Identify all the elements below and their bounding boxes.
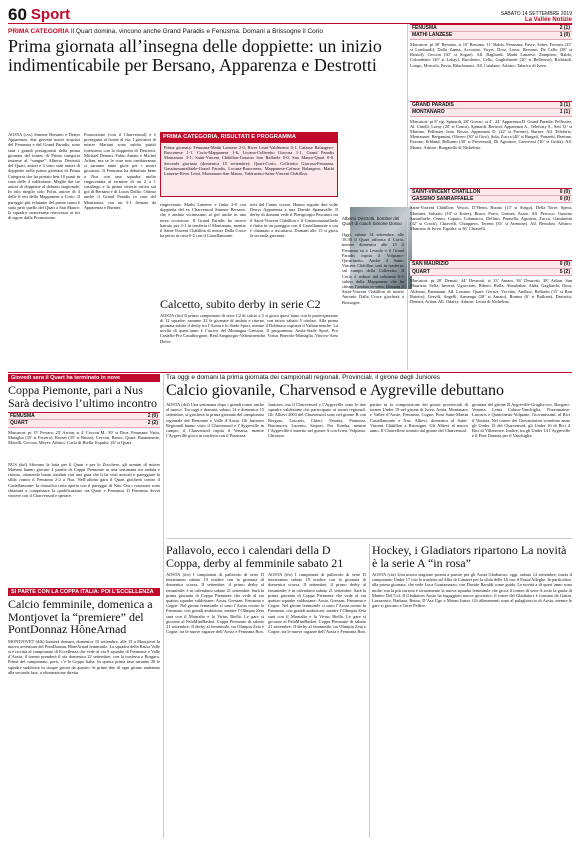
top-story-col-3: ringiovanito Mathi Lanzese e finita 2-0 con doppietta del ex Charvensod Simone Bersano, che è andato vicinissimo al gol anche in una terza occasione. Il Grand Paradis ha invece battuto per 3-1 in trasferta il Montanaro, mentre il Saint-Vincent Châtillon di mister Dalla Croce ha perso in casa 0-2 con il Castellamonte. [160, 202, 246, 239]
top-story-kicker [8, 28, 408, 36]
results-column [410, 24, 572, 370]
calcio-giovanile-article [166, 374, 572, 526]
result-block [410, 24, 572, 98]
calcetto-article [160, 298, 338, 370]
calcio-femminile-headline: Calcio femminile, domenica a Montjovet la “premiere” del PontDonnaz HôneArnad [8, 597, 153, 636]
result-block [410, 260, 572, 330]
column-divider [407, 24, 408, 370]
column-divider [163, 374, 164, 838]
page-number: 60 [8, 5, 27, 24]
calcio-giovanile-col-2: Juniores, ma il Charvensod e l’Aygreville sono le due squadre valdostane che partecipano ai tornei regionali. Gli Allievi 2003 del Charvensod sono nel girone B con Borgaro, Lascaris, Chieri, Venaria, Pianezza, Barcanova, Lucento, Sisport, Pro Eureka, mentre l’Aygreville è inserito nel girone A con Ivrea, Volpiano, Chivasso. [268, 402, 366, 439]
calcio-femminile-text: MONTJOVET (dfk) Inizierà domani, domenica 15 settembre, alle 15 a Montjovet la nuova avventura del PontDonnaz HôneArnad femminile. La squadra della Bassa Valle si è iscritta al campionato di Eccellenza che vede al via 8 squadre di Piemonte e Valle d’Aosta: il torneo prenderà il via domenica 22 settembre, con la trasferta a Borgaro. Prima del campionato, però, c’è la Coppa Italia. In questa prima fase saranno 20 le squadre suddivise in cinque gironi da quattro: le prime due di ogni girone andranno alla seconda fase, a eliminazione diretta. [8, 638, 160, 675]
calcio-femminile-article [8, 588, 160, 838]
issue-date: SABATO 14 SETTEMBRE 2019 [500, 11, 572, 17]
result-details: Saint-Vincent Châtillon: Vescio, D’Herin, Ruotto (15’ st Sirigu), Della Torre, Spera, Martinet, Salsotto (10’ st Knies), Bruce, Porro, Grimez, Asaro. All. Percoco. Gassino Sanraffaele: Cenno, Caputo, Colamarco, Delfino, Pennella, Agostini, Zucco, Gamberini (32’ st Crock), Chiavelli, Chiappero, Terreni (35’ st Avenone). All. Bertolini. Arbitro: Mancuso di Ivrea. Espulsi: st 36’ Chiavelli. [410, 205, 572, 232]
coppa-piemonte-lineups: Marcatori: pt 15’ Ferraro, 25’ Arrian, st 4’ Ceccon M., 39’ st Droz. Fenusma: Vaira, Maiaglia (35’ st Ferrero), Rosset (35’ st Russo), Ceccon, Bertoi. Quart: Baumanette, Morelli, Ceccon, Meyer. Arbitro: Carlo di Biella. Espulsi: 26’ st Quart. [8, 429, 160, 446]
top-story-kicker-text: Il Quart domina, vincono anche Grand Paradis e Fenusma. Domani a Brissogne il Corio [70, 28, 324, 35]
hockey-headline: Hockey, i Gladiators ripartono La novità è la serie A “in rosa” [372, 544, 567, 570]
result-details: Marcatori: pt 30’ Bersano, st 10’ Bersano, 11’ Baldo. Fenusma: Favre, Sohet, Ferraris (35’ st Lombardi), Dallo Zanna, Accorino, Vuyet, Droz, Lerus, Bersano, De Cello (38’ st Bristol), Ceccon (30’ st Sogue). All. Bagliardi. Mathi Lanzese: Zampiero, Baldo, Colombatto (30’ st Lekay), Rucchetto, Cello, Guglielmetti (20’ st Bellerose), Richiardi, Longo, Morcolo, Pavia, Bilachiaruci. All. Catalano. Arbitro: Talarico di Ivrea. [410, 41, 572, 68]
calcio-giovanile-col-1: AOSTA (dsf) Una settimana dopo i grandi tornei anche al nuovo. Tra oggi e domani, sabato 14 e domenica 15 settembre, si giocherà la prima giornata del campionato regionale del Piemonte e Valle d’Aosta. Gli Juniores Regionali hanno visto il Charvensod e l’Aygreville in campo: il Charvensod ospita il Venaria, mentre l’Aygreville gioca in trasferta con il Pianezza. [166, 402, 264, 439]
section-title: Sport [30, 6, 71, 23]
masthead-info [501, 11, 572, 23]
hockey-article [372, 544, 572, 838]
pallavolo-headline: Pallavolo, ecco i calendari della D Coppa, derby al femminile sabato 21 [166, 544, 344, 570]
program-box [160, 132, 338, 198]
top-story-headline: Prima giornata all’insegna delle doppiette: un inizio indimenticabile per Bersano, Apparenza e Destrotti [8, 36, 382, 75]
top-story-col-1: AOSTA (cvs) Simone Bersano e Denys Apparenza, due giovani nuovi acquisti del Fenusma e del Grand Paradis, sono stati i grandi protagonisti della prima giornata del torneo di Prima categoria insieme al “sangue” Alberto Destrotti del Quart, autori e 3 sono stati autori di doppiette nella prima giornata di Prima Categoria che ha portato ben 10 punti in casa delle 4 valdostane. Meglio dei tre autori di doppiette al debutto stagionale. In otto meglio solo Polin, autore di 4 delle 6 reti della Mappanese a Corio. Il pareggio più eclatante del primo turno è stato però quello del Quart a San Mauro: la squadra canavesana retrocessa ai tiri di rigore dalla Promozione. [8, 132, 80, 221]
top-story-col-4: tieri dal l’anno scorso. Hanno seguito due volte Denys Apparenza e una Davide Spanavalle. Il derby di domani vede il Pierigiorgio Pescatori tra il Saint-Vincent Châtillon e il Gassinosanraffaele è finita in un pareggio con il Castellamonte e ora è chiamato a riscattarsi. Domani alle 15 si gioca la seconda giornata. [250, 202, 338, 239]
calcio-femminile-kicker: SI PARTE CON LA COPPA ITALIA: POI L’ECCELLENZA [8, 588, 160, 596]
calcio-giovanile-col-3: partire in la composizione dei gironi provinciali di torneo Under 19 nel girone di Ivrea, Aosta, Montanaro e Vallée d’Aoste, Fenusma, Cogne, Pont Saint-Martin Castellamonte e Nus. Allievi, domenica al Saint-Vincent Châtillon a Brissogne. Gli Allievi al nuovo anno. Il Chiavellese tornato dal girone del Charvensod. [370, 402, 468, 434]
score-row: GASSINO SANRAFFAELE 0 (0) [412, 196, 570, 203]
coppa-piemonte-kicker: Giovedì sera il Quart ha terminato in nove [8, 374, 160, 382]
score-row: SAN MAURIZIO 0 (0) [412, 261, 570, 268]
pallavolo-text-continued: AOSTA (ifo) I campionati di pallavolo di serie D inizieranno sabato 19 ottobre con la giornata di domenica scorsa. Il settembre, il primo derby al femminile: è in calendario sabato 21 settembre. Sarà la prima giornata di Coppa Piemonte che vede al via quattro squadre valdostane: Aosta, Gressan, Fenusma e Cogne. Nel girone femminile ci sono l’Aosta contro la Fenusma, con grandi ambizioni, mentre l’Olimpia Zeta sarà con il Montalto e la Virtus Biella. Le gare si giocano al PalaMiniBasket. Coppa Piemonte di sabato 21 settembre: Il derby al femminile, tra Olimpia Zeta e Cogne, tra le nuove ragazze dell’Aosta e Fenusma Bon. [268, 572, 366, 635]
calcio-giovanile-headline: Calcio giovanile, Charvensod e Aygreville debuttano [166, 382, 504, 399]
column-divider [369, 544, 370, 838]
score-row: QUART 2 (2) [10, 420, 158, 427]
calcetto-text: AOSTA (ifo) Il primo campionato di serie C2 di calcio a 5 si gioca quest’anno con la partecipazione di 12 squadre: saranno 22 le giornate di andata e ritorno, con inizio sabato 5 ottobre. Alla prima giornata subito il derby tra l’Aosta e lo Stade Sport, mentre il Dobbiaco ospiterà il Valtournenche. La novità di quest’anno è l’arrivo del Montagna Gresson. Il programma: Aosta-Stade Sport, Pro Castello-Pro Casalborgone, Real Sangiorgio-Valtournenche, Virtus Pinerolo-Marsiglia, Vinovo-Area Dolce. [160, 312, 338, 344]
score-row: MATHI LANZESE 1 (0) [412, 32, 570, 39]
top-story-col-5: Oggi, sabato 14 settembre, alle 18.30 il Quart affronta il Corio, mentre domenica alle 15 il Fenusma va a Lessolo e il Grand Paradis ospita il Volpiano-Quincinetto. Anche il Saint-Vincent Châtillon sarà in trasferta, sul campo della Colleretto. Il Corio è reduce dal roboante 6-1 subito dalla Mappanese che ha chiuso l’andata in vetta. Domani il Saint-Vincent Châtillon di mister Antonio Dalla Croce giocherà a Brissogne. [342, 232, 404, 305]
program-box-text: Prima giornata: Fenusma-Mathi Lanzese 2-0, River Leini-Valdruento 0-1, Cafasse Balangero-Busconese 1-1, Corio-Mappanese 1-6, Locana-Colleretto Giacosa 1-1, Grand Paradis Montanaro 3-1, Saint-Vincent Châtillon-Gassino San Raffaele 0-0, San Mauro-Quart 0-0. Seconda giornata (domenica 15 settembre): Quart-Corio, Colleretto Giacosa-Fenusma, Gassinosanraffaele-Grand Paradis, Locana-Busconese, Mappanese-Cafasse Balangero, Mathi Lanzese-River Leini, Montanaro-San Mauro, Valdruento-Saint-Vincent Châtillon. [160, 142, 338, 197]
coppa-piemonte-scoreboard [8, 412, 160, 428]
masthead [8, 6, 572, 24]
photo-caption: Alberto Destrotti, bomber del Quart di coach Simone Dosso [342, 216, 402, 227]
result-details: Marcatori: pt 20’ Demaii, 44’ Destrotti, st 33’ Amato, 36’ Destrotti, 38’ Arlian. San Maurizio: Sella, Inverni, Uguccioni, Ribero, Rolla, Aboubakar, Abbà, Gagliardo, Dora, Alifrano, Paramann. All. Lorusso. Quart: Gerace, Vecchio, Audisio, Bellardo (15’ st Bon Baiotto), Gervili, Angelli, Armengo (28’ st Amato), Romeo (6’ st Bullone), Destrotti, Demaii, Arlian. All. Odaixy. Arbitro: Leoni di Nichelino. [410, 278, 572, 305]
pallavolo-text: AOSTA (ifo) I campionati di pallavolo di serie D inizieranno sabato 19 ottobre con la giornata di domenica scorsa. Il settembre, il primo derby al femminile: è in calendario sabato 21 settembre. Sarà la prima giornata di Coppa Piemonte che vede al via quattro squadre valdostane: Aosta, Gressan, Fenusma e Cogne. Nel girone femminile ci sono l’Aosta contro la Fenusma, con grandi ambizioni, mentre l’Olimpia Zeta sarà con il Montalto e la Virtus Biella. Le gare si giocano al PalaMiniBasket. Coppa Piemonte di sabato 21 settembre: Il derby al femminile, tra Olimpia Zeta e Cogne, tra le nuove ragazze dell’Aosta e Fenusma Bon. [166, 572, 264, 635]
score-row: FENUSMA 2 (0) [10, 413, 158, 419]
coppa-piemonte-text: NUS (dsf) Sfiorano la lotta per il Quart e per lo Zucchero, gli uomini di mister Mariani hanno giocato 4 partite di Coppa Piemonte in una settimana tra andata e ritorno, ottenendo buoni risultati con una gara che li ha visti arrivati e pareggiare la sfida contro il Fenusma 2-2 a Nus. Nell’ultima gara il Quart giocherà contro il Castellamonte: la classifica resta aperta con il pareggio di Nus. Ora i rossoneri sono chiamati a conquistare la qualificazione tra Quart e Fenusma. Il Fenusma dovrà vincere con il Charvensod e sperare. [8, 461, 160, 499]
hockey-text: AOSTA (cfa) Una nuova stagione pronta a partire per gli Aosta Gladiators: oggi, sabato 14 settembre, inizia il campionato Under 17 con la trasferta ad Alba di Canazei per la sfida delle 16 con il Fassa/Alleghe. In particolare, alla prima giornata, che vede Luca Goniamazzo, con Davide Baraldi come guida. Le novità a di quest’anno sono molte, ma la più curiosa è sicuramente la nuova squadra femminile che gioca il torneo di serie A sotto la guida di Matteo Del Col. Il Gladiators Aosta ha ingaggiato nuove giocatrici: il roster del Gladiators è formato da Gattin, Lazzarotto, Barbara, Reino, D’Ara Ugo e Moran Juster. Gli allenamenti sono al palaghiaccio di Aosta, mentre le gare si giocano a Torre Pellice. [372, 572, 572, 609]
paper-name: La Vallée Notizie [524, 17, 572, 23]
calcio-giovanile-col-4: giornata del girone B Aygreville-Gruglia-sco, Borgaro-Venaria, Lenta Caluso-Vanchiglia, Pozzomaina-Lascaris e Quincinetto-Volpiano. Giovanissimi, al Bici il Venaria. Nel torneo dei Giovanissimi scendono anno gli Under 15 del Charvensod, gli Under 16 di Bici il Bici di Villeneuve. Inoltre, tra gli Under 14 l’Aygreville e il Pont Donnaz per il Vanchiglia. [472, 402, 570, 439]
top-story-kicker-label: PRIMA CATEGORIA [8, 28, 70, 35]
score-row: GRAND PARADIS 3 (1) [412, 101, 570, 108]
section-divider [8, 372, 572, 373]
calcetto-headline: Calcetto, subito derby in serie C2 [160, 298, 321, 311]
result-block [410, 101, 572, 185]
top-story-col-2: Promozione (con il Charvensod) e è proseguita al fronte al via. I giocatori di mister Mariani sono subito partiti fortissimo con la doppietta di Destrotti, Michael Demaii, Fabio Amato e Michel Arlian, ma se le cose non cambieranno ci saranno tante gioie per i nostri giocatori. Il Fenusma ha debuttato bene a Nus con una squadra molto ringiovanita al termine di un 2 a 1 casalingo e la prima vittoria arriva sui gol di Bersano e di Lucas Dallio. Ottimo anche il Grand Paradis in casa del Montanaro, con un 3-1 firmato da Apparenza e Burnier. [84, 132, 156, 210]
section-divider [166, 538, 572, 539]
result-details: Marcatori: pt 8’ rig. Spinardi, 28’ Grosso, st 4’, 24’ Apparenza D. Grand Paradis: Pellissier, Al. Cinelli, Lorny (20’ st Conca), Spinardi, Bertrod, Apparenza A., Teleforty S., Seit 31’ st Martino, Pellissier Jean, Rosso, Apparenza D. (22’ st Pavone), Burner. All. Teleforty. Montanaro: Bergamini, Olivero (30’ st Giro), Sola, Zucca (40’ st Burgai), Ponzetti, Bertone, Ezzone, Erbland, Bellurno (30’ st Provenzal), Di Agostino, Cancerosi (10’ st Griffa). All. Monta. Arbitro: Borgatello di Nichelino. [410, 118, 572, 150]
coppa-piemonte-article [8, 374, 160, 584]
coppa-piemonte-headline: Coppa Piemonte, pari a Nus Sarà decisivo l’ultimo incontro [8, 383, 157, 410]
pallavolo-article [166, 544, 366, 838]
score-row: QUART 5 (2) [412, 268, 570, 275]
score-row: MONTANARO 1 (1) [412, 109, 570, 116]
score-row: FENUSMA 2 (1) [412, 25, 570, 31]
program-box-title: PRIMA CATEGORIA, RISULTATI E PROGRAMMA [160, 132, 338, 142]
score-row: SAINT-VINCENT CHATILLON 0 (0) [412, 188, 570, 195]
calcio-giovanile-kicker: Tra oggi e domani la prima giornata dei campionati regionali. Provinciali, il girone degli Juniores [166, 374, 440, 381]
result-block [410, 188, 572, 258]
